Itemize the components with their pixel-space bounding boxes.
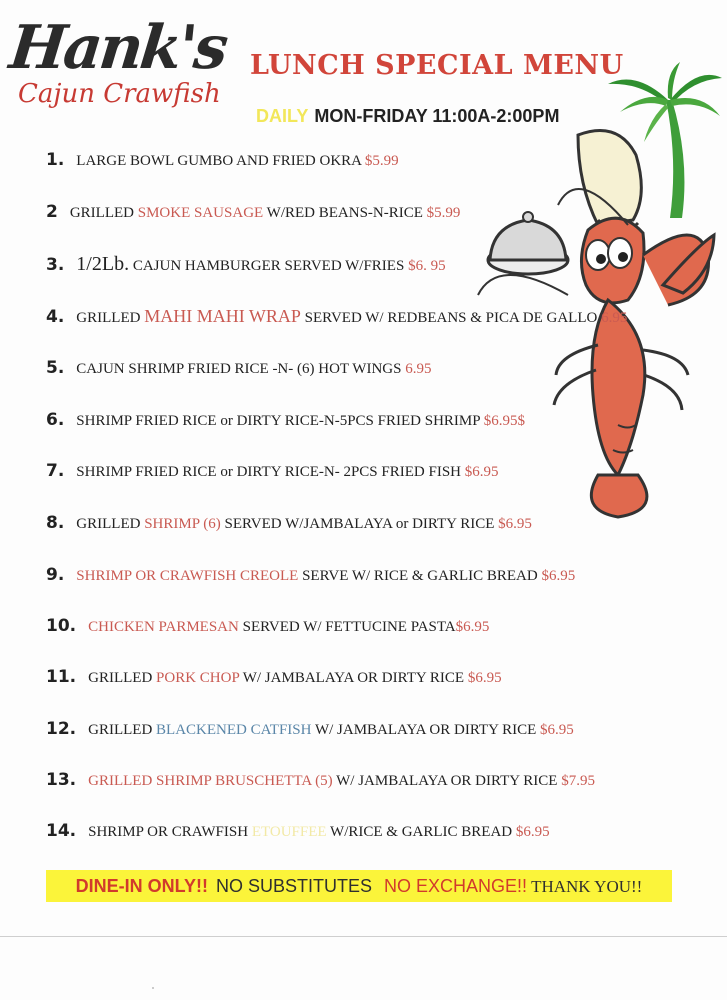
item-highlight: SHRIMP OR CRAWFISH CREOLE — [76, 568, 299, 584]
menu-item-4 — [46, 306, 627, 328]
item-text: SERVED W/JAMBALAYA or DIRTY RICE — [224, 516, 495, 532]
item-text: SERVED W/ REDBEANS & PICA DE GALLO — [304, 310, 598, 326]
item-highlight: ETOUFFEE — [251, 824, 327, 840]
item-number: 12. — [46, 719, 77, 739]
item-text: GRILLED — [76, 516, 141, 532]
item-text: W/ JAMBALAYA OR DIRTY RICE — [242, 670, 465, 686]
menu-title: LUNCH SPECIAL MENU — [250, 50, 624, 81]
item-price: 6.95 — [601, 310, 628, 326]
item-number: 3. — [46, 255, 65, 275]
item-highlight: PORK CHOP — [156, 670, 240, 686]
daily-label: DAILY — [256, 106, 309, 126]
item-text: LARGE BOWL GUMBO AND FRIED OKRA — [76, 153, 362, 169]
item-text: W/ JAMBALAYA OR DIRTY RICE — [336, 773, 558, 789]
thank-you-notice: THANK YOU!! — [531, 877, 643, 896]
hours-text: MON-FRIDAY 11:00A-2:00PM — [314, 106, 560, 126]
item-price: $6.95 — [498, 516, 532, 532]
item-price: $6.95 — [455, 619, 490, 635]
item-number: 11. — [46, 667, 77, 687]
item-text: SERVE W/ RICE & GARLIC BREAD — [302, 568, 538, 584]
item-text: GRILLED — [69, 205, 134, 221]
item-highlight: SMOKE SAUSAGE — [137, 205, 264, 221]
item-text: GRILLED — [88, 722, 153, 738]
item-price: $5.99 — [364, 153, 399, 169]
item-number: 9. — [46, 565, 65, 585]
item-price: 6.95 — [405, 361, 432, 377]
item-text: CAJUN SHRIMP FRIED RICE -N- (6) HOT WINGS — [76, 361, 402, 377]
menu-item-2 — [46, 202, 460, 223]
item-text: GRILLED — [88, 670, 153, 686]
page-bottom-edge — [0, 936, 727, 937]
item-text: CAJUN HAMBURGER SERVED W/FRIES — [132, 258, 405, 274]
item-highlight: MAHI MAHI WRAP — [144, 306, 301, 326]
item-number: 2 — [46, 202, 58, 222]
item-number: 7. — [46, 461, 65, 481]
item-price: $6.95 — [540, 722, 574, 738]
item-price: $6.95 — [467, 670, 502, 686]
no-substitutes-notice: NO SUBSTITUTES — [216, 876, 373, 896]
menu-item-12 — [46, 719, 574, 740]
item-number: 10. — [46, 616, 77, 636]
menu-item-8 — [46, 513, 532, 534]
menu-item-7 — [46, 461, 499, 482]
menu-item-13 — [46, 770, 595, 791]
menu-item-6 — [46, 410, 525, 431]
item-price: $6.95$ — [483, 413, 526, 429]
item-number: 13. — [46, 770, 77, 790]
item-price: $6.95 — [515, 824, 550, 840]
item-number: 6. — [46, 410, 65, 430]
paper-speck — [152, 987, 154, 989]
item-number: 8. — [46, 513, 65, 533]
brand-name: Hank's — [6, 13, 229, 83]
menu-item-5 — [46, 358, 431, 379]
item-number: 14. — [46, 821, 77, 841]
item-number: 4. — [46, 307, 65, 327]
menu-item-11 — [46, 667, 502, 688]
item-number: 5. — [46, 358, 65, 378]
item-highlight: SHRIMP (6) — [144, 516, 221, 532]
item-weight: 1/2Lb. — [76, 253, 130, 275]
item-highlight: CHICKEN PARMESAN — [88, 619, 239, 635]
item-highlight: BLACKENED CATFISH — [156, 722, 312, 738]
item-text: SERVED W/ FETTUCINE PASTA — [242, 619, 456, 635]
item-text: SHRIMP FRIED RICE or DIRTY RICE-N-5PCS FRIED SHRIMP — [76, 413, 481, 429]
item-text: W/RICE & GARLIC BREAD — [330, 824, 513, 840]
footer-notice — [46, 870, 672, 902]
brand-subtitle: Cajun Crawfish — [18, 79, 221, 109]
item-price: $7.95 — [561, 773, 595, 789]
dine-in-notice: DINE-IN ONLY!! — [75, 876, 209, 896]
menu-item-10 — [46, 616, 489, 637]
item-price: $6.95 — [464, 464, 499, 480]
item-number: 1. — [46, 150, 65, 170]
item-text: SHRIMP OR CRAWFISH — [88, 824, 249, 840]
item-highlight: GRILLED SHRIMP BRUSCHETTA (5) — [88, 773, 333, 789]
item-price: $6.95 — [541, 568, 576, 584]
menu-item-14 — [46, 821, 550, 842]
menu-item-3 — [46, 254, 446, 276]
item-text: W/ JAMBALAYA OR DIRTY RICE — [314, 722, 537, 738]
item-price: $5.99 — [426, 205, 461, 221]
item-text: SHRIMP FRIED RICE or DIRTY RICE-N- 2PCS FRIED FISH — [76, 464, 461, 480]
menu-item-9 — [46, 565, 575, 586]
no-exchange-notice: NO EXCHANGE!! — [384, 876, 528, 896]
menu-item-1 — [46, 150, 399, 171]
item-price: $6. 95 — [408, 258, 446, 274]
item-text: W/RED BEANS-N-RICE — [266, 205, 423, 221]
item-text: GRILLED — [76, 310, 141, 326]
